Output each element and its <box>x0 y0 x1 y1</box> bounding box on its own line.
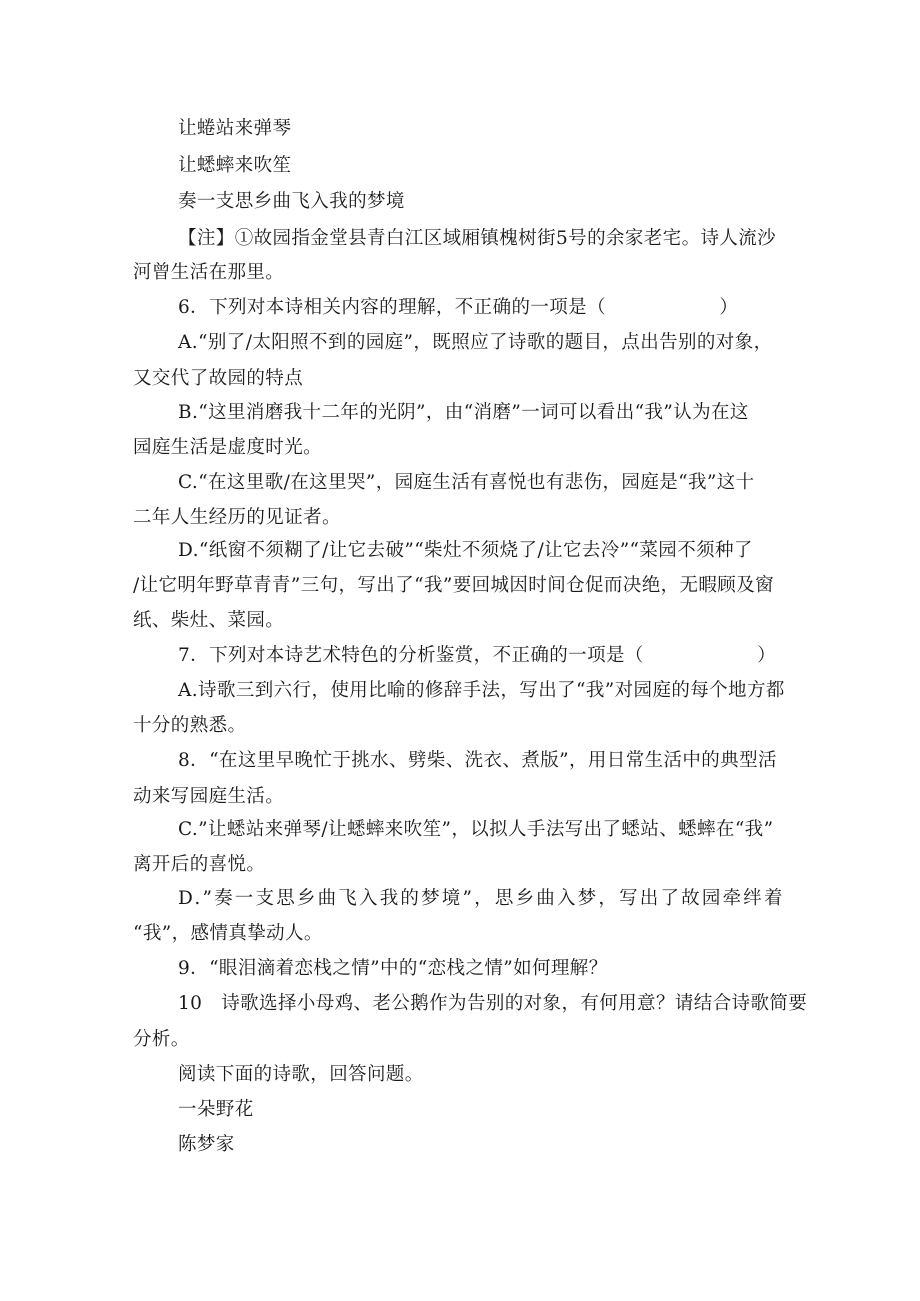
option-d-cont: 纸、柴灶、菜园。 <box>133 610 285 631</box>
option-b-cont: 园庭生活是虚度时光。 <box>133 437 323 458</box>
question-10-line: 10 诗歌选择小母鸡、老公鹅作为告别的对象，有何用意？请结合诗歌简要 <box>178 993 808 1014</box>
note-line: 【注】①故园指金堂县青白江区域厢镇槐树街5号的余家老宅。诗人流沙 <box>178 228 777 249</box>
option-c: C.”让蟋站来弹琴/让蟋蟀来吹笙”，以拟人手法写出了蟋站、蟋蟀在“我” <box>178 819 774 840</box>
poem-line: 奏一支思乡曲飞入我的梦境 <box>178 191 405 212</box>
option-c-cont: 离开后的喜悦。 <box>133 854 266 875</box>
option-c-cont: 二年人生经历的见证者。 <box>133 507 341 528</box>
option-c: C.“在这里歌/在这里哭”，园庭生活有喜悦也有悲伤，园庭是“我”这十 <box>178 472 755 493</box>
question-6-stem: 6．下列对本诗相关内容的理解，不正确的一项是（ ） <box>178 297 739 318</box>
question-8-line: 8．“在这里早晚忙于挑水、劈柴、洗衣、煮版”，用日常生活中的典型活 <box>178 750 777 771</box>
question-8-line: 动来写园庭生活。 <box>133 786 285 807</box>
option-a-cont: 十分的熟悉。 <box>133 715 247 736</box>
option-d: D.“纸窗不须糊了/让它去破”“柴灶不须烧了/让它去冷”“菜园不须种了 <box>178 540 753 561</box>
option-b: B.“这里消磨我十二年的光阴”，由“消磨”一词可以看出“我”认为在这 <box>178 402 749 423</box>
option-d-cont: /让它明年野草青青”三句，写出了“我”要回城因时间仓促而决绝，无暇顾及窗 <box>133 575 775 596</box>
poem-author: 陈梦家 <box>178 1134 235 1155</box>
reading-intro: 阅读下面的诗歌，回答问题。 <box>178 1064 424 1085</box>
option-a: A.诗歌三到六行，使用比喻的修辞手法，写出了“我”对园庭的每个地方都 <box>178 680 785 701</box>
question-10-line: 分析。 <box>133 1029 190 1050</box>
question-9: 9．“眼泪滴着恋栈之情”中的“恋栈之情”如何理解？ <box>178 958 608 979</box>
option-a-cont: 又交代了故园的特点 <box>133 368 304 389</box>
option-d: D.”奏一支思乡曲飞入我的梦境”，思乡曲入梦，写出了故园牵绊着 <box>178 888 785 909</box>
note-line: 河曾生活在那里。 <box>133 262 285 283</box>
poem-line: 让蟋蟀来吹笙 <box>178 155 292 176</box>
option-d-cont: “我”，感情真挚动人。 <box>133 923 323 944</box>
poem-line: 让蜷站来弹琴 <box>178 118 292 139</box>
question-7-stem: 7．下列对本诗艺术特色的分析鉴赏，不正确的一项是（ ） <box>178 645 777 666</box>
option-a: A.“别了/太阳照不到的园庭”，既照应了诗歌的题目，点出告别的对象， <box>178 332 773 353</box>
poem-title: 一朵野花 <box>178 1099 254 1120</box>
